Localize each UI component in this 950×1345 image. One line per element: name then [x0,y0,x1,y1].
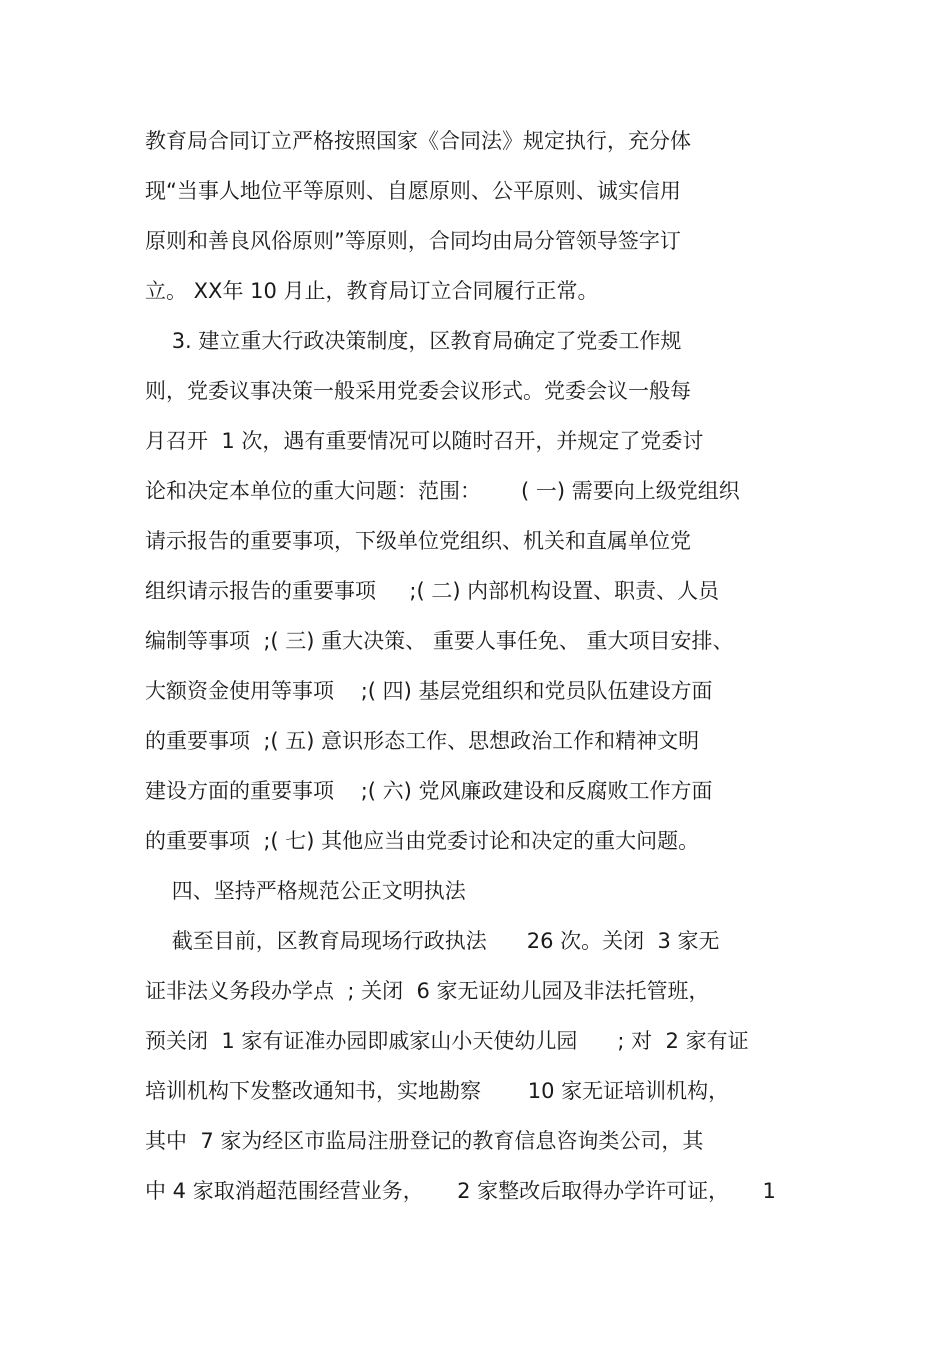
text-line: 预关闭 1 家有证准办园即戚家山小天使幼儿园 ; 对 2 家有证 [145,1029,749,1053]
text-line: 3. 建立重大行政决策制度，区教育局确定了党委工作规 [145,329,682,353]
text-line: 则，党委议事决策一般采用党委会议形式。党委会议一般每 [145,379,691,403]
text-line: 截至目前，区教育局现场行政执法 26 次。关闭 3 家无 [145,929,720,953]
text-line: 教育局合同订立严格按照国家《合同法》规定执行，充分体 [145,129,691,153]
text-line: 现“当事人地位平等原则、自愿原则、公平原则、诚实信用 [145,179,681,203]
text-line: 组织请示报告的重要事项 ;( 二) 内部机构设置、职责、人员 [145,579,720,603]
text-line: 证非法义务段办学点 ; 关闭 6 家无证幼儿园及非法托管班， [145,979,710,1003]
text-line: 中 4 家取消超范围经营业务， 2 家整改后取得办学许可证， 1 [145,1179,776,1203]
text-line: 大额资金使用等事项 ;( 四) 基层党组织和党员队伍建设方面 [145,679,713,703]
text-line: 其中 7 家为经区市监局注册登记的教育信息咨询类公司，其 [145,1129,704,1153]
text-line: 请示报告的重要事项，下级单位党组织、机关和直属单位党 [145,529,691,553]
text-line: 论和决定本单位的重大问题：范围： ( 一) 需要向上级党组织 [145,479,740,503]
text-line: 原则和善良风俗原则”等原则，合同均由局分管领导签字订 [145,229,681,253]
text-line: 的重要事项 ;( 五) 意识形态工作、思想政治工作和精神文明 [145,729,700,753]
text-line: 编制等事项 ;( 三) 重大决策、 重要人事任免、 重大项目安排、 [145,629,734,653]
text-line: 月召开 1 次，遇有重要情况可以随时召开，并规定了党委讨 [145,429,704,453]
text-line: 建设方面的重要事项 ;( 六) 党风廉政建设和反腐败工作方面 [145,779,713,803]
text-line: 的重要事项 ;( 七) 其他应当由党委讨论和决定的重大问题。 [145,829,700,853]
text-line: 培训机构下发整改通知书，实地勘察 10 家无证培训机构， [145,1079,730,1103]
section-heading: 四、坚持严格规范公正文明执法 [145,879,466,903]
text-line: 立。 XX年 10 月止，教育局订立合同履行正常。 [145,279,599,303]
